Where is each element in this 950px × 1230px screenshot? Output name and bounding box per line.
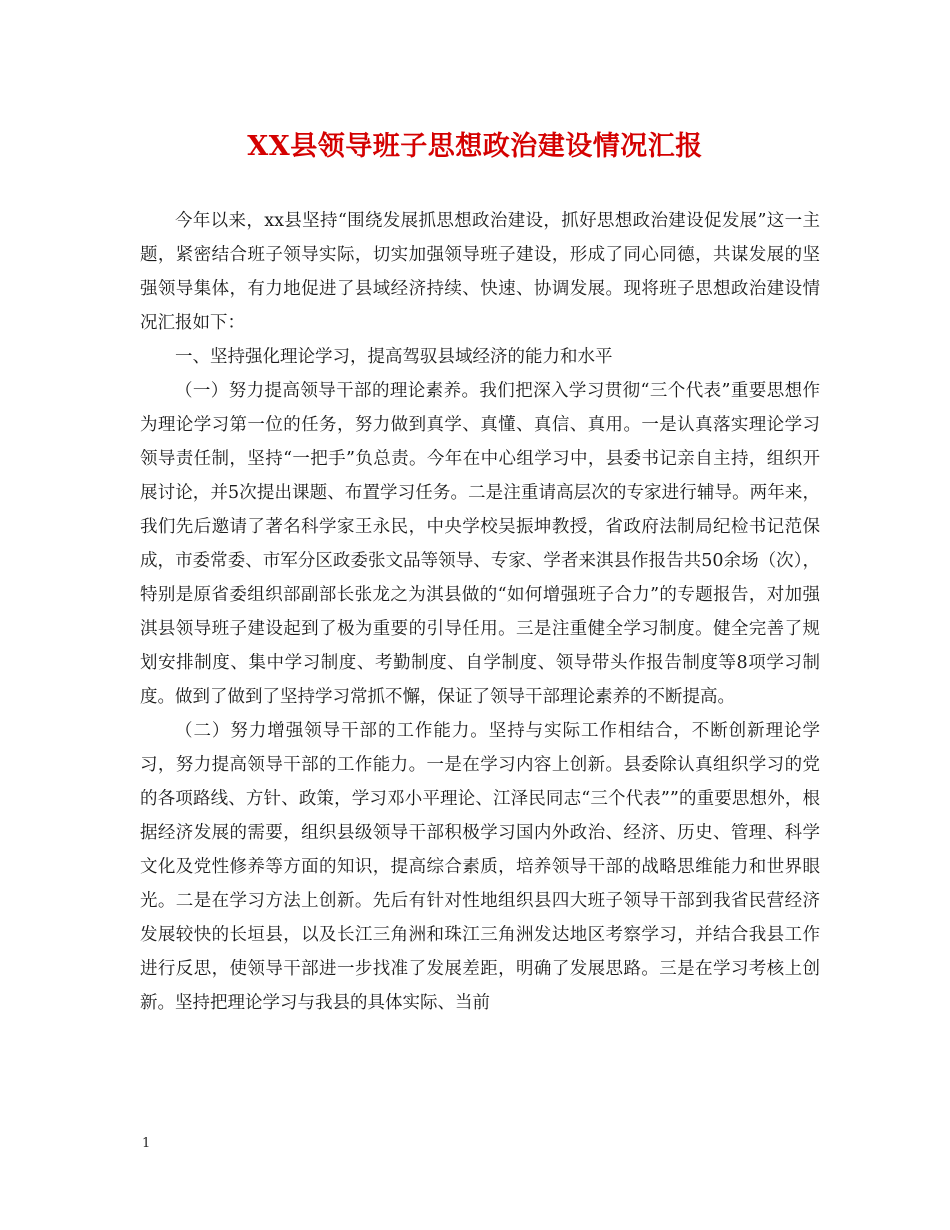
subsection-paragraph-1: （一）努力提高领导干部的理论素养。我们把深入学习贯彻“三个代表”重要思想作为理论学习第一位的任务，努力做到真学、真懂、真信、真用。一是认真落实理论学习领导责任制，坚持“一把手”负总责。今年在中心组学习中，县委书记亲自主持，组织开展讨论，并5次提出课题、布置学习任务。二是注重请高层次的专家进行辅导。两年来，我们先后邀请了著名科学家王永民，中央学校吴振坤教授，省政府法制局纪检书记范保成，市委常委、市军分区政委张文品等领导、专家、学者来淇县作报告共50余场（次），特别是原省委组织部副部长张龙之为淇县做的“如何增强班子合力”的专题报告，对加强淇县领导班子建设起到了极为重要的引导任用。三是注重健全学习制度。健全完善了规划安排制度、集中学习制度、考勤制度、自学制度、领导带头作报告制度等8项学习制度。做到了做到了坚持学习常抓不懈，保证了领导干部理论素养的不断提高。 (140, 381, 820, 707)
section-heading-1: 一、坚持强化理论学习，提高驾驭县域经济的能力和水平 (175, 347, 613, 367)
document-body (140, 204, 820, 1020)
page-number: 1 (142, 1136, 151, 1151)
subsection-paragraph-2: （二）努力增强领导干部的工作能力。坚持与实际工作相结合，不断创新理论学习，努力提高领导干部的工作能力。一是在学习内容上创新。县委除认真组织学习的党的各项路线、方针、政策，学习邓小平理论、江泽民同志“三个代表””的重要思想外，根据经济发展的需要，组织县级领导干部积极学习国内外政治、经济、历史、管理、科学文化及党性修养等方面的知识，提高综合素质，培养领导干部的战略思维能力和世界眼光。二是在学习方法上创新。先后有针对性地组织县四大班子领导干部到我省民营经济发展较快的长垣县，以及长江三角洲和珠江三角洲发达地区考察学习，并结合我县工作进行反思，使领导干部进一步找准了发展差距，明确了发展思路。三是在学习考核上创新。坚持把理论学习与我县的具体实际、当前 (140, 721, 820, 1013)
document-title: XX县领导班子思想政治建设情况汇报 (247, 131, 703, 162)
intro-paragraph: 今年以来，xx县坚持“围绕发展抓思想政治建设，抓好思想政治建设促发展”这一主题，紧密结合班子领导实际，切实加强领导班子建设，形成了同心同德，共谋发展的坚强领导集体，有力地促进了县域经济持续、快速、协调发展。现将班子思想政治建设情况汇报如下： (140, 211, 820, 333)
